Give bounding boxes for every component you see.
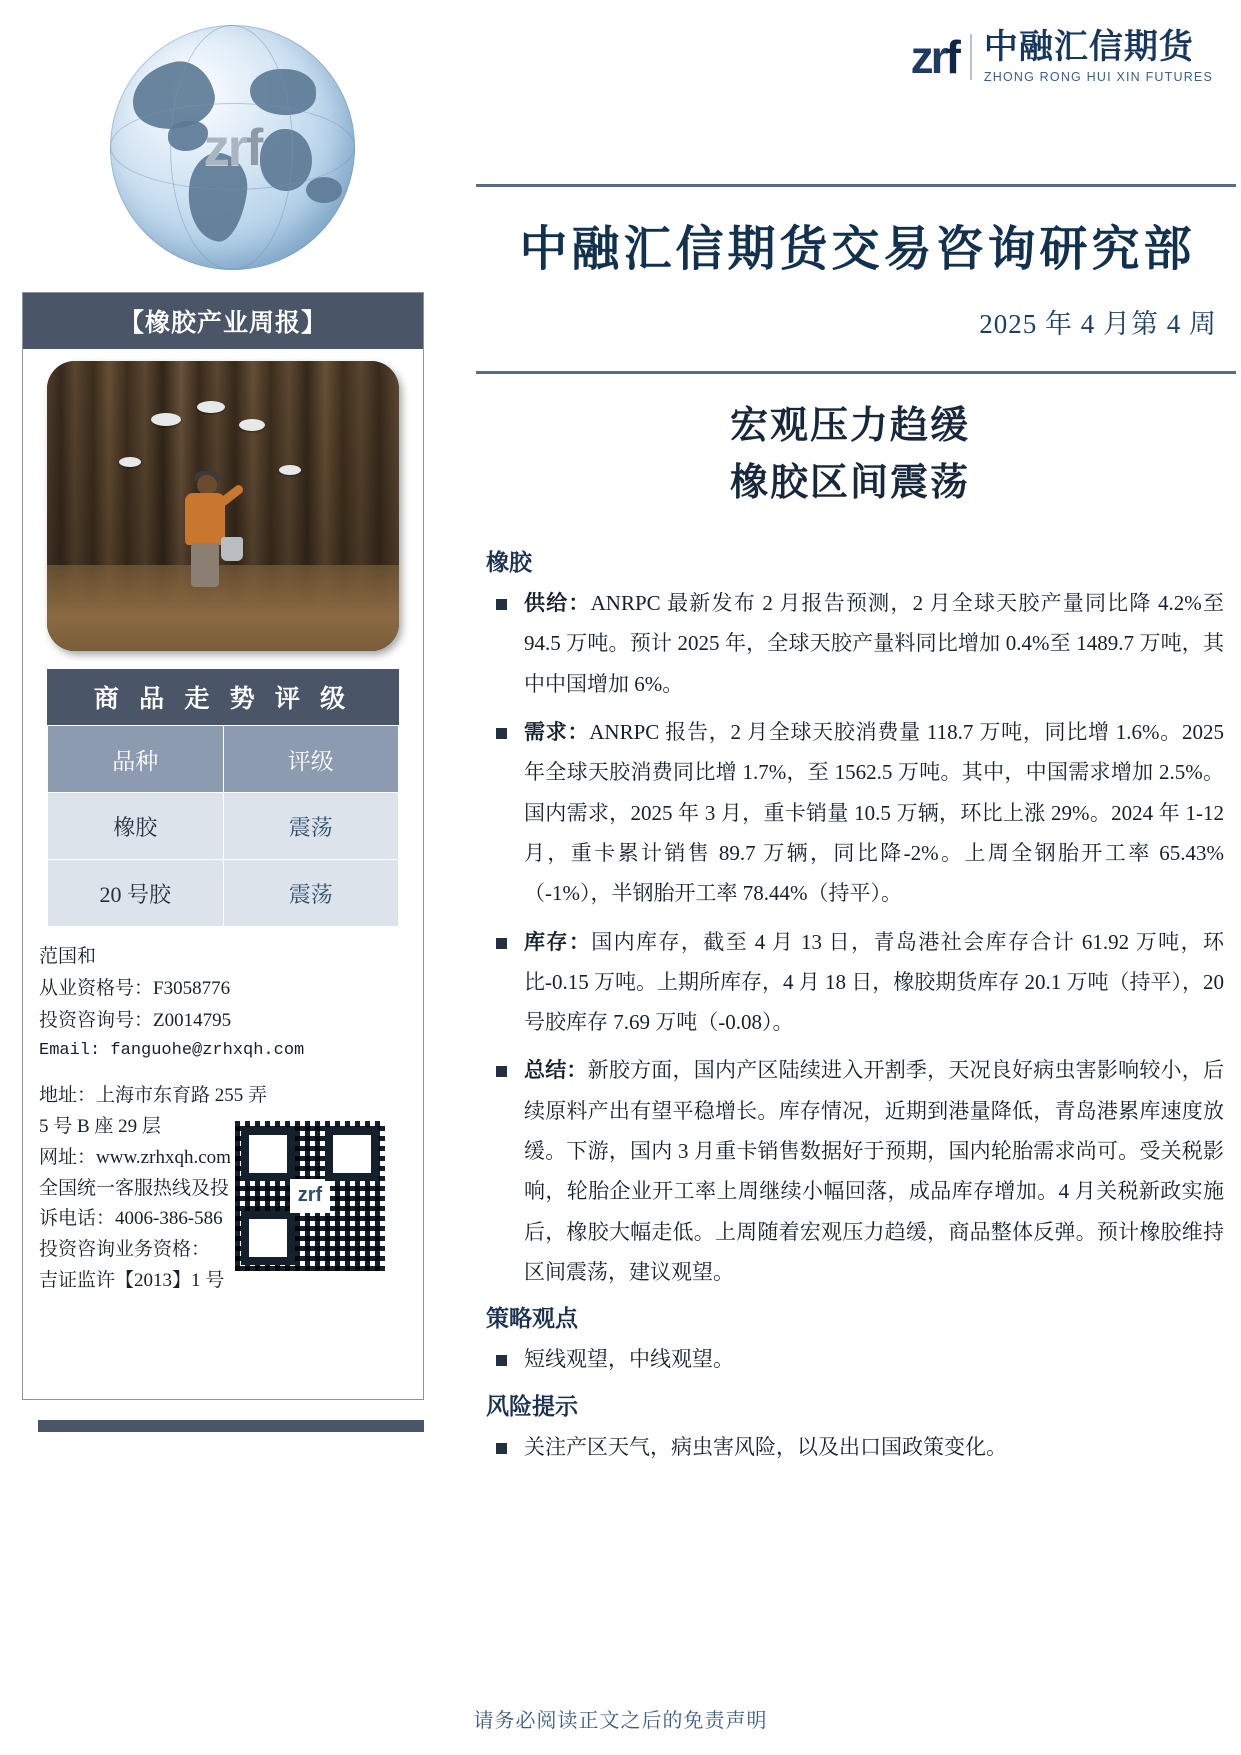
rating-table bbox=[47, 725, 399, 927]
company-hotline-line2: 诉电话：4006-386-586 bbox=[39, 1208, 223, 1230]
left-column bbox=[0, 0, 470, 1755]
left-bottom-divider bbox=[38, 1420, 424, 1432]
brand-text bbox=[984, 30, 1213, 84]
globe-icon bbox=[110, 25, 355, 270]
cell-product: 橡胶 bbox=[48, 793, 224, 860]
point-lead: 库存： bbox=[524, 929, 592, 954]
list-item bbox=[484, 1339, 1224, 1379]
list-item bbox=[484, 712, 1224, 914]
list-item bbox=[484, 1427, 1224, 1467]
headline bbox=[470, 398, 1230, 512]
strategy-list bbox=[484, 1339, 1224, 1379]
worker-bucket bbox=[221, 537, 243, 561]
section-heading-risk: 风险提示 bbox=[486, 1393, 578, 1419]
cell-rating: 震荡 bbox=[223, 860, 399, 927]
header-divider-bottom bbox=[476, 371, 1236, 374]
rating-table-title: 商 品 走 势 评 级 bbox=[47, 669, 399, 725]
headline-line-2: 橡胶区间震荡 bbox=[729, 462, 970, 504]
table-row bbox=[48, 860, 399, 927]
left-info-card bbox=[22, 292, 424, 1400]
cell-rating: 震荡 bbox=[223, 793, 399, 860]
globe-wordmark-right: f bbox=[245, 118, 262, 177]
header-divider-top bbox=[476, 184, 1236, 187]
brand-name-en: ZHONG RONG HUI XIN FUTURES bbox=[983, 69, 1213, 84]
point-text: 新胶方面，国内产区陆续进入开割季，天况良好病虫害影响较小，后续原料产出有望平稳增长。库存情况，近期到港量降低，青岛港累库速度放缓。下游，国内 3 月重卡销售数据好于预期，国内轮胎需求尚可。受关税影响，轮胎企业开工率上周继续小幅回落，成品库存增加。4 月关税新政实施后，橡胶大幅走低。上周随着宏观压力趋缓，商品整体反弹。预计橡胶维持区间震荡，建议观望。 bbox=[524, 1058, 1224, 1284]
rubber-points-list bbox=[484, 583, 1224, 1292]
company-website: 网址：www.zrhxqh.com bbox=[39, 1146, 231, 1168]
point-text: ANRPC 报告，2 月全球天胶消费量 118.7 万吨，同比增 1.6%。2025 年全球天胶消费同比增 1.7%，至 1562.5 万吨。其中，中国需求增加 2.5%。国内需求，2025 年 3 月，重卡销量 10.5 万辆，环比上涨 29%。2024 年 1-12 月，重卡累计销售 89.7 万辆，同比降-2%。上周全钢胎开工率 65.43%（-1%），半钢胎开工率 78.44%（持平）。 bbox=[524, 719, 1225, 906]
column-header-rating: 评级 bbox=[223, 726, 399, 793]
list-item bbox=[484, 922, 1224, 1043]
qr-center-logo: zrf bbox=[290, 1179, 330, 1213]
worker-legs bbox=[191, 543, 219, 587]
worker-figure bbox=[177, 467, 239, 595]
page-title: 中融汇信期货交易咨询研究部 bbox=[519, 223, 1196, 276]
brand-wordmark-icon bbox=[910, 30, 972, 83]
table-row bbox=[48, 793, 399, 860]
cell-product: 20 号胶 bbox=[48, 860, 224, 927]
table-header-row bbox=[48, 726, 399, 793]
report-body bbox=[484, 536, 1224, 1475]
worker-head bbox=[197, 475, 217, 495]
company-license-line2: 吉证监许【2013】1 号 bbox=[39, 1269, 225, 1291]
right-column bbox=[470, 0, 1241, 1755]
worker-shirt bbox=[185, 493, 225, 545]
globe-logo bbox=[110, 25, 360, 275]
point-lead: 需求： bbox=[524, 719, 590, 744]
analyst-email: Email: fanguohe@zrhxqh.com bbox=[39, 1040, 305, 1060]
company-license-line1: 投资咨询业务资格： bbox=[39, 1239, 211, 1261]
risk-text: 关注产区天气，病虫害风险，以及出口国政策变化。 bbox=[524, 1434, 1007, 1459]
issue-date: 2025 年 4 月第 4 周 bbox=[979, 309, 1217, 339]
analyst-qualification: 从业资格号：F3058776 bbox=[39, 977, 231, 999]
section-heading-strategy: 策略观点 bbox=[486, 1306, 578, 1332]
brand-name-cn: 中融汇信期货 bbox=[983, 29, 1194, 66]
brand-mark-right: f bbox=[945, 30, 958, 83]
column-header-product: 品种 bbox=[48, 726, 224, 793]
globe-wordmark bbox=[204, 118, 262, 178]
company-address: 地址：上海市东育路 255 弄 5 号 B 座 29 层 bbox=[39, 1085, 268, 1138]
point-text: 国内库存，截至 4 月 13 日，青岛港社会库存合计 61.92 万吨，环比-0.15 万吨。上期所库存，4 月 18 日，橡胶期货库存 20.1 万吨（持平），20 号胶库存 7.69 万吨（-0.08）。 bbox=[524, 929, 1224, 1035]
risk-list bbox=[484, 1427, 1224, 1467]
latex-bowl-icon bbox=[151, 413, 181, 426]
latex-bowl-icon bbox=[239, 419, 265, 431]
point-lead: 供给： bbox=[524, 591, 591, 615]
footer-disclaimer: 请务必阅读正文之后的免责声明 bbox=[473, 1710, 768, 1732]
cover-photo bbox=[47, 361, 399, 651]
headline-line-1: 宏观压力趋缓 bbox=[729, 405, 970, 447]
list-item bbox=[484, 583, 1224, 704]
brand-mark-left: zr bbox=[910, 30, 946, 83]
report-title: 【橡胶产业周报】 bbox=[23, 293, 423, 349]
company-hotline-line1: 全国统一客服热线及投 bbox=[39, 1177, 230, 1199]
qr-code-icon bbox=[231, 1117, 389, 1275]
point-lead: 总结： bbox=[524, 1058, 588, 1083]
point-text: ANRPC 最新发布 2 月报告预测，2 月全球天胶产量同比降 4.2%至 94.5 万吨。预计 2025 年，全球天胶产量料同比增加 0.4%至 1489.7 万吨，其中中国增加 6%。 bbox=[524, 591, 1225, 696]
strategy-text: 短线观望，中线观望。 bbox=[524, 1347, 734, 1372]
analyst-consult-number: 投资咨询号：Z0014795 bbox=[39, 1009, 232, 1031]
latex-bowl-icon bbox=[119, 457, 141, 467]
analyst-contact-block bbox=[39, 941, 407, 1297]
latex-bowl-icon bbox=[197, 401, 225, 413]
analyst-name: 范国和 bbox=[39, 946, 97, 967]
section-heading-rubber: 橡胶 bbox=[486, 550, 532, 575]
globe-wordmark-left: zr bbox=[203, 118, 246, 177]
company-logo bbox=[911, 30, 1213, 84]
latex-bowl-icon bbox=[279, 465, 301, 475]
qr-finder-bottom-left bbox=[241, 1211, 295, 1265]
list-item bbox=[484, 1050, 1224, 1292]
company-info-block bbox=[39, 1081, 407, 1296]
